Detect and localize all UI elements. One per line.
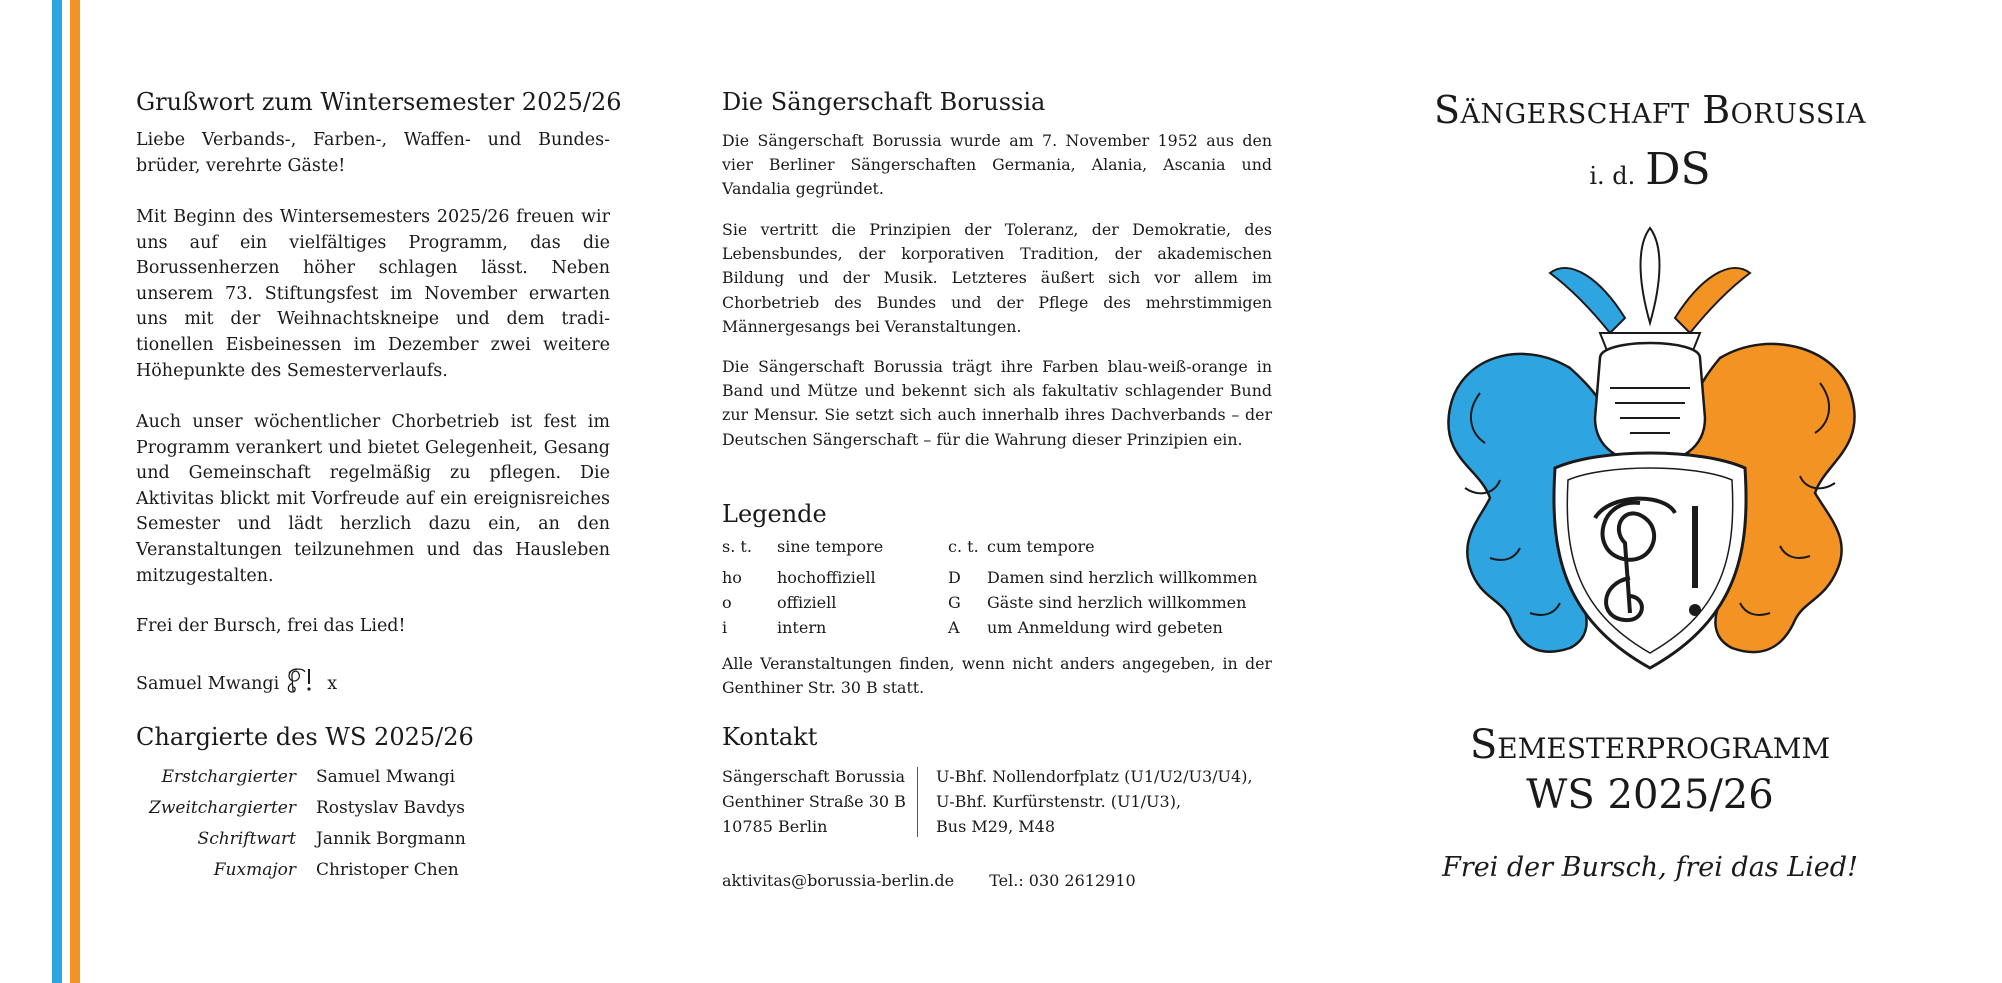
contact-transit [936, 764, 1253, 839]
legend-text: offiziell [777, 593, 837, 612]
about-paragraph-3: Die Sängerschaft Borussia trägt ihre Farben blau-weiß-orange in Band und Mütze und bekennt sich als fakultativ schlagender Bund zur Mensur. Sie setzt sich auch innerhalb ihres Dachverbands – der Deutschen Sängerschaft – für die Wahrung dieser Prinzipien ein. [722, 357, 1272, 449]
cover-subtitle-ds: DS [1645, 144, 1711, 195]
greeting-paragraph-1: Mit Beginn des Wintersemesters 2025/26 freuen wir uns auf ein vielfältiges Programm, das die Borussenherzen höher schlagen lässt. Neben unserem 73. Stiftungsfest im November erwarten uns mit der Weihnachtskneipe und dem traditionellen Eisbeinessen im Dezember zwei weitere Höhepunkte des Semesterverlaufs. [136, 207, 610, 381]
officer-name: Jannik Borgmann [316, 829, 466, 849]
greeting-closing: Frei der Bursch, frei das Lied! [136, 616, 406, 636]
legend-note: Alle Veranstaltungen finden, wenn nicht anders angegeben, in der Genthiner Str. 30 B statt. [722, 654, 1272, 698]
program-title-block [1360, 720, 1940, 820]
legend-abbr: ho [722, 568, 742, 587]
officer-role: Fuxmajor [213, 860, 296, 880]
greeting-title: Grußwort zum Wintersemester 2025/26 [136, 88, 622, 116]
signature [136, 665, 337, 695]
transit-line: U-Bhf. Nollendorfplatz (U1/U2/U3/U4), [936, 767, 1253, 786]
legend-abbr: i [722, 618, 728, 637]
blue-feather [1550, 268, 1625, 333]
contact-phone[interactable]: Tel.: 030 2612910 [989, 871, 1136, 890]
legend-abbr: D [948, 568, 961, 587]
legend-text: um Anmeldung wird gebeten [987, 618, 1223, 637]
officer-name: Christoper Chen [316, 860, 459, 880]
cover-title: Sängerschaft Borussia [1433, 88, 1867, 132]
legend-title: Legende [722, 500, 827, 528]
transit-line: Bus M29, M48 [936, 817, 1056, 836]
officer-row [136, 793, 466, 824]
officer-role: Schriftwart [197, 829, 296, 849]
legend-abbr: A [948, 618, 960, 637]
officers-list [136, 762, 466, 886]
legend-abbr: G [948, 593, 961, 612]
contact-details [722, 871, 1136, 890]
officer-row [136, 855, 466, 886]
officer-name: Samuel Mwangi [316, 767, 456, 787]
officer-name: Rostyslav Bavdys [316, 798, 465, 818]
legend-abbr: s. t. [722, 537, 752, 556]
legend-row [722, 618, 1272, 643]
legend-text: intern [777, 618, 827, 637]
greeting-paragraph-2: Auch unser wöchentlicher Chorbetrieb ist fest im Programm verankert und bietet Gelegenheit, Gesang und Gemeinschaft regelmäßig zu pflegen. Die Aktivitas blickt mit Vorfreude auf ein ereignisreiches Semester und lädt herzlich dazu ein, an den Veranstaltungen teilzunehmen und das Hausleben mitzugestalten. [136, 412, 610, 586]
legend-abbr: c. t. [948, 537, 979, 556]
legend-row [722, 593, 1272, 618]
legend-text: cum tempore [987, 537, 1095, 556]
cover-motto: Frei der Bursch, frei das Lied! [1442, 852, 1858, 883]
white-feather [1641, 228, 1660, 323]
signature-name: Samuel Mwangi [136, 674, 280, 694]
signature-suffix: x [327, 674, 338, 694]
about-paragraph-2: Sie vertritt die Prinzipien der Toleranz, der Demokratie, des Lebensbundes, der korporativen Tradition, der akademischen Bildung und der Musik. Letzteres äußert sich vor allem im Chorbetrieb des Bundes und der Pflege des mehrstimmigen Männergesangs bei Veranstaltungen. [722, 220, 1272, 336]
legend-abbr: o [722, 593, 732, 612]
contact-address [722, 764, 906, 839]
address-line: 10785 Berlin [722, 817, 828, 836]
program-semester: WS 2025/26 [1526, 772, 1774, 818]
blue-stripe [52, 0, 62, 983]
officer-role: Erstchargierter [161, 767, 296, 787]
officer-role: Zweitchargierter [149, 798, 296, 818]
legend-text: Damen sind herzlich willkommen [987, 568, 1258, 587]
about-title: Die Sängerschaft Borussia [722, 88, 1046, 116]
coat-of-arms-icon [1420, 218, 1880, 698]
legend-table [722, 537, 1272, 643]
about-paragraph-1: Die Sängerschaft Borussia wurde am 7. November 1952 aus den vier Berliner Sängerschaften Germania, Alania, Ascania und Vandalia gegründet. [722, 131, 1272, 199]
legend-row [722, 568, 1272, 593]
address-line: Sängerschaft Borussia [722, 767, 906, 786]
officers-title: Chargierte des WS 2025/26 [136, 723, 474, 751]
program-title: Semesterprogramm [1469, 722, 1831, 768]
officer-row [136, 762, 466, 793]
cover-subtitle-idd: i. d. [1589, 162, 1636, 190]
orange-stripe [70, 0, 80, 983]
transit-line: U-Bhf. Kurfürstenstr. (U1/U3), [936, 792, 1182, 811]
legend-time-row [722, 537, 1272, 562]
address-line: Genthiner Straße 30 B [722, 792, 906, 811]
orange-feather [1675, 268, 1750, 333]
legend-text: Gäste sind herzlich willkommen [987, 593, 1247, 612]
legend-text: sine tempore [777, 537, 884, 556]
officer-row [136, 824, 466, 855]
legend-text: hochoffiziell [777, 568, 876, 587]
zirkel-icon [283, 665, 327, 695]
cover-subtitle [1360, 144, 1940, 195]
contact-email[interactable]: aktivitas@borussia-berlin.de [722, 871, 955, 890]
contact-title: Kontakt [722, 723, 818, 751]
contact-divider [917, 767, 918, 837]
greeting-salutation: Liebe Verbands-, Farben-, Waffen- und Bundesbrüder, verehrte Gäste! [136, 130, 610, 176]
